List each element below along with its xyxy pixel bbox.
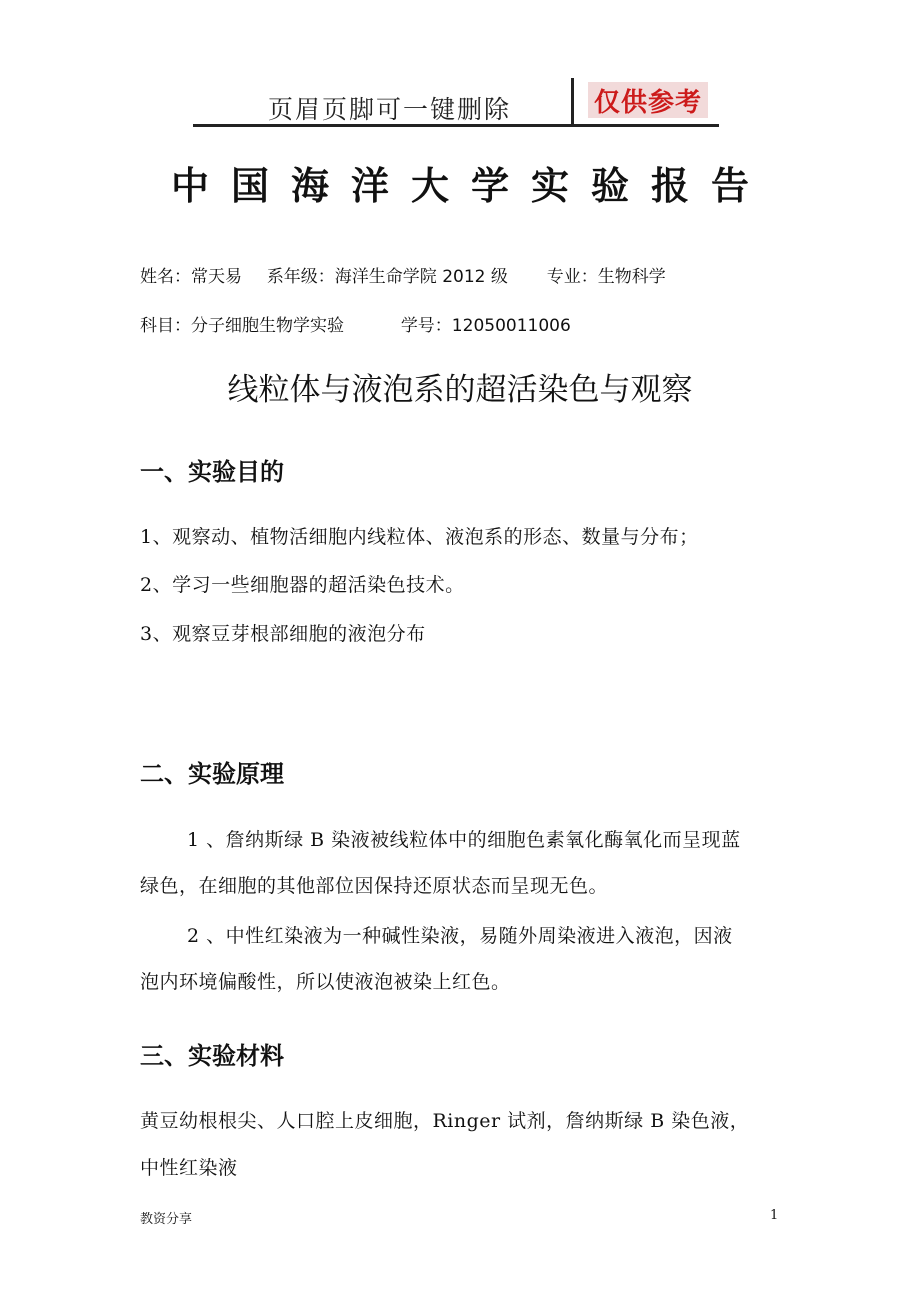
section-heading-purpose: 一、实验目的 <box>140 458 284 486</box>
page-number: 1 <box>770 1208 779 1223</box>
reference-only-badge <box>588 82 708 118</box>
purpose-line: 2、学习一些细胞器的超活染色技术。 <box>140 574 465 596</box>
major: 专业：生物科学 <box>546 267 666 287</box>
badge-label: 仅供参考 <box>593 87 702 118</box>
experiment-title: 线粒体与液泡系的超活染色与观察 <box>227 372 693 408</box>
header-banner-text: 页眉页脚可一键删除 <box>268 95 512 124</box>
student-id: 学号：12050011006 <box>400 316 571 336</box>
report-title: 中国海洋大学实验报告 <box>170 163 771 208</box>
purpose-line: 1、观察动、植物活细胞内线粒体、液泡系的形态、数量与分布； <box>140 526 699 548</box>
info-line-2 <box>140 311 571 336</box>
principle-paragraph-line: 2 、中性红染液为一种碱性染液，易随外周染液进入液泡，因液 <box>187 925 733 947</box>
principle-paragraph-line: 绿色，在细胞的其他部位因保持还原状态而呈现无色。 <box>140 875 609 897</box>
subject: 科目：分子细胞生物学实验 <box>140 316 344 336</box>
info-line-1 <box>140 262 666 287</box>
header-divider <box>571 78 574 126</box>
principle-paragraph-line: 1 、詹纳斯绿 B 染液被线粒体中的细胞色素氧化酶氧化而呈现蓝 <box>187 829 741 851</box>
section-heading-materials: 三、实验材料 <box>140 1042 284 1070</box>
principle-paragraph-line: 泡内环境偏酸性，所以使液泡被染上红色。 <box>140 971 511 993</box>
materials-line: 黄豆幼根根尖、人口腔上皮细胞，Ringer 试剂，詹纳斯绿 B 染色液， <box>140 1110 750 1132</box>
materials-line: 中性红染液 <box>140 1157 238 1179</box>
purpose-line: 3、观察豆芽根部细胞的液泡分布 <box>140 623 426 645</box>
section-heading-principle: 二、实验原理 <box>140 760 284 788</box>
footer-label: 教资分享 <box>140 1212 193 1227</box>
student-name: 姓名：常天易 <box>140 267 242 287</box>
header-rule <box>193 124 719 127</box>
department: 系年级：海洋生命学院 2012 级 <box>266 267 508 287</box>
